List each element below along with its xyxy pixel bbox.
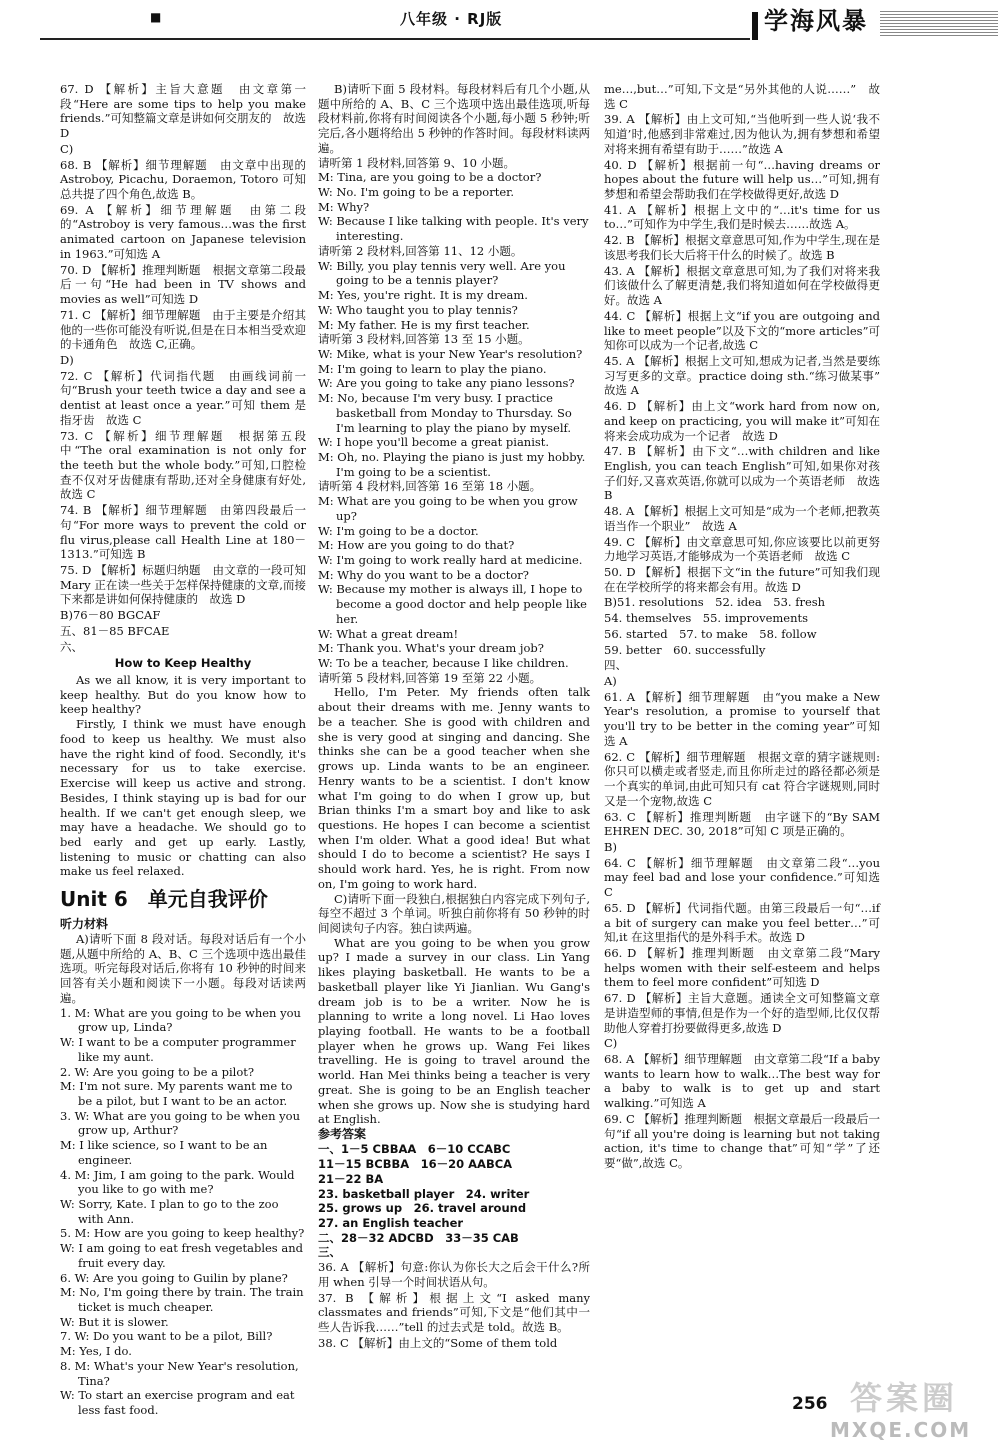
dialog-list [60, 1006, 306, 1418]
answer-entry: me…,but…”可知,下文是“另外其他的人说……” 故选 C [604, 82, 880, 111]
answer-entry: 70. D 【解析】推理判断题 根据文章第二段最后一句“He had been in TV shows and movies as well”可知选 D [60, 262, 306, 307]
dialog-line: W: But it is slower. [60, 1314, 169, 1329]
answer-entry: 62. C 【解析】细节理解题 根据文章的猜字谜规则:你只可以横走或者竖走,而且你所走过的路径都必须是一个真实的单词,由此可知只有 cat 符合字谜规则,同时又是一个宠物,故选 C [604, 749, 880, 808]
answer-entry: 72. C 【解析】代词指代题 由画线词前一句“Brush your teeth twice a day and see a dentist at least once a year.”可知 them 是指牙齿 故选 C [60, 368, 306, 427]
dialog-line: M: Oh, no. Playing the piano is just my hobby. I'm going to be a scientist. [318, 449, 586, 479]
answer-entry: D) [60, 352, 74, 367]
brand-block [752, 0, 1000, 46]
dialog-line: M: Yes, I do. [60, 1344, 132, 1359]
dialog-line: 8. M: What's your New Year's resolution, Tina? [60, 1358, 299, 1388]
answer-entry: 67. D 【解析】主旨大意题 由文章第一段“Here are some tips to help you make friends.”可知整篇文章是讲如何交朋友的 故选 D [60, 82, 306, 141]
column-right [604, 82, 892, 1172]
answer-entry: 40. D 【解析】根据前一句“…having dreams or hopes about the future will help us…”可知,拥有梦想和希望会帮助我们在学校做得更好,故选 D [604, 157, 880, 202]
essay-title: How to Keep Healthy [114, 656, 252, 671]
dialog-line: W: Mike, what is your New Year's resolution? [318, 346, 583, 361]
dialog-line: 6. W: Are you going to Guilin by plane? [60, 1270, 288, 1285]
dialog-line: M: I'm not sure. My parents want me to be a pilot, but I want to be an actor. [60, 1079, 293, 1108]
dialog-line: W: Are you going to take any piano lessons? [318, 376, 575, 391]
answer-entry: 68. A 【解析】细节理解题 由文章第二段“If a baby wants to learn how to walk…The best way for a baby to walk is to get up and start walking.”可知选 A [604, 1052, 880, 1111]
dialog-line: W: Because I like talking with people. It's very interesting. [318, 214, 589, 244]
answer-entry: 66. D 【解析】推理判断题 由文章第二段“Mary helps women with their self-esteem and helps them to feel more confident”可知选 D [604, 945, 880, 990]
answer-key-row: 11－15 BCBBA 16－20 AABCA [318, 1157, 513, 1172]
answer-key-row: 二、28－32 ADCBD 33－35 CAB [318, 1230, 519, 1245]
answer-entry: A) [604, 674, 617, 689]
answer-entry: 50. D 【解析】根据下文“in the future”可知我们现在在学校所学的将来都会有用。故选 D [604, 565, 880, 594]
answer-entry: 73. C 【解析】细节理解题 根据第五段中“The oral examination is not only for the teeth but the whole body.”可知,口腔检查不仅对牙齿健康有帮助,还对全身健康有好处,故选 C [60, 428, 306, 502]
passage-peter: Hello, I'm Peter. My friends often talk about their dreams with me. Jenny wants to be a teacher. She is good with children and she is very good at singing and dancing. She thinks she can be a good teacher when she grows up. Linda wants to be an engineer. Henry wants to be a scientist. I don't know what I'm going to do when I grow up, but Brian thinks I'm a smart boy and like to ask questions. He hopes I can become a scientist when I'm older. What a good idea! But what should I do to become a scientist? He says I should work hard. Yes, he is right. From now on, I'm going to work hard. [318, 685, 590, 891]
brand-bar [752, 12, 758, 40]
essay-paragraph: Firstly, I think we must have enough food to keep us healthy. We must also have the right kind of food. Secondly, it's necessary for us to take exercise. Exercise will keep us active and strong. Besides, I think staying up is bad for our health. If we can't get enough sleep, we may have a headache. We should go to bed early and get up early. Lastly, listening to music or chatting can also make us feel relaxed. [60, 717, 306, 879]
answer-entry: 56. started 57. to make 58. follow [604, 626, 817, 641]
dialog-line: 请听第 3 段材料,回答第 13 至 15 小题。 [318, 332, 530, 347]
brand-title: 学海风暴 [764, 7, 868, 35]
dialog-line: W: I am going to eat fresh vegetables and fruit every day. [60, 1241, 303, 1270]
dialog-line: 请听第 4 段材料,回答第 16 至第 18 小题。 [318, 479, 542, 494]
dialog-line: W: Billy, you play tennis very well. Are you going to be a tennis player? [318, 258, 566, 288]
answer-entry: C) [60, 141, 74, 156]
answer-entry: 67. D 【解析】主旨大意题。通读全文可知整篇文章是讲造型师的事情,但是作为一个好的造型师,比仅仅帮助他人穿着打扮要做得更多,故选 D [604, 991, 880, 1035]
answer-entry: 74. B 【解析】细节理解题 由第四段最后一句“For more ways to prevent the cold or flu virus,please call Health Line at 180－1313.”可知选 B [60, 503, 306, 562]
answer-entry: 68. B 【解析】细节理解题 由文章中出现的 Astroboy, Picachu, Doraemon, Totoro 可知总共提了四个角色,故选 B。 [60, 157, 306, 202]
answer-key-row: 三、 [318, 1245, 341, 1260]
section-c-intro: C)请听下面一段独白,根据独白内容完成下列句子,每空不超过 3 个单词。听独白前你将有 50 秒钟的时间阅读句子内容。独白读两遍。 [318, 891, 590, 935]
answer-key-row: 23. basketball player 24. writer [318, 1186, 530, 1201]
answer-entries-right [604, 82, 892, 1171]
unit-title: Unit 6 单元自我评价 [60, 887, 268, 912]
answer-entry: B)76－80 BGCAF [60, 608, 161, 623]
answer-entry: B) [604, 839, 617, 854]
answers-heading: 参考答案 [318, 1127, 367, 1142]
answer-entry: 41. A 【解析】根据上文中的“…it's time for us to…”可知作为中学生,我们是时候去……故选 A。 [604, 202, 880, 232]
dialog-line: W: I hope you'll become a great pianist. [318, 435, 550, 450]
answer-entry: 65. D 【解析】代词指代题。由第三段最后一句“…if a bit of surgery can make you feel better…”可知,it 在这里指代的是外科手术。故选 D [604, 900, 880, 945]
answer-entries-left [60, 82, 306, 654]
listening-intro: A)请听下面 8 段对话。每段对话后有一个小题,从题中所给的 A、B、C 三个选项中选出最佳选项。听完每段对话后,你将有 10 秒钟的时间来回答有关小题和阅读下一小题。每段对话读两遍。 [60, 932, 306, 1005]
answer-key [318, 1142, 590, 1260]
answer-entry: 42. B 【解析】根据文章意思可知,作为中学生,现在是该思考我们长大后将干什么的时候了。故选 B [604, 233, 880, 262]
answer-entry: 63. C 【解析】推理判断题 由字谜下的“By SAM EHREN DEC. 30, 2018”可知 C 项是正确的。 [604, 809, 880, 839]
dialog-line: W: I'm going to work really hard at medicine. [318, 553, 583, 567]
answer-key-row: 21－22 BA [318, 1171, 384, 1186]
answer-entry: 六、 [60, 639, 83, 654]
dialog-line: 5. M: How are you going to keep healthy? [60, 1226, 305, 1241]
dialog-line: M: What are you going to be when you grow up? [318, 494, 578, 523]
dialog-line: M: How are you going to do that? [318, 538, 515, 553]
dialog-line: M: Why do you want to be a doctor? [318, 567, 529, 582]
dialog-line: 3. W: What are you going to be when you grow up, Arthur? [60, 1108, 300, 1138]
answer-entry: 45. A 【解析】根据上文可知,想成为记者,当然是要练习写更多的文章。practice doing sth.“练习做某事” 故选 A [604, 353, 892, 398]
header-logo-mark: ■ [150, 10, 162, 24]
dialog-line: 1. M: What are you going to be when you grow up, Linda? [60, 1005, 301, 1035]
dialog-line: M: No, because I'm very busy. I practice basketball from Monday to Thursday. So I'm learning to play the piano by myself. [318, 391, 572, 435]
dialog-line: M: No, I'm going there by train. The train ticket is much cheaper. [60, 1285, 304, 1315]
dialog-line: W: I'm going to be a doctor. [318, 523, 479, 538]
grade-label: 八年级 · RJ版 [400, 10, 503, 28]
dialog-line: M: Tina, are you going to be a doctor? [318, 170, 542, 185]
answer-entry: 69. A 【解析】细节理解题 由第二段的“Astroboy is very famous…was the first animated cartoon on Japanese television in 1963.”可知选 A [60, 202, 306, 261]
dialog-line: 2. W: Are you going to be a pilot? [60, 1064, 255, 1079]
answer-entry: 69. C 【解析】推理判断题 根据文章最后一段最后一句“if all you're doing is learning but not taking action, it's time to change that”可知“学”了还要“做”,故选 C。 [604, 1111, 880, 1171]
answer-entry: 44. C 【解析】根据上文“if you are outgoing and like to meet people”以及下文的“more articles”可知你可以成为一个记者,故选 C [604, 308, 880, 353]
dialog-line: 请听第 2 段材料,回答第 11、12 小题。 [318, 243, 523, 258]
header-rule [40, 38, 750, 40]
column-left [60, 82, 306, 1418]
brand-stripes [880, 10, 998, 36]
answer-entry: 71. C 【解析】细节理解题 由于主要是介绍其他的一些你可能没有听说,但是在日本相当受欢迎的卡通角色 故选 C,正确。 [60, 307, 306, 352]
essay-paragraph: As we all know, it is very important to keep healthy. But do you know how to keep healthy? [60, 673, 306, 717]
answer-entry: 59. better 60. successfully [604, 642, 766, 657]
answer-entry: 四、 [604, 658, 627, 673]
answer-entry: 64. C 【解析】细节理解题 由文章第二段“…you may feel bad and lose your confidence.”可知选 C [604, 855, 880, 900]
answer-entries-middle [318, 1260, 590, 1350]
dialog-line: M: My father. He is my first teacher. [318, 317, 530, 332]
answer-key-row: 一、1－5 CBBAA 6－10 CCABC [318, 1142, 511, 1157]
answer-key-row: 25. grows up 26. travel around [318, 1201, 527, 1216]
dialog-line: 请听第 5 段材料,回答第 19 至第 22 小题。 [318, 670, 542, 685]
answer-entry: 五、81－85 BFCAE [60, 623, 170, 638]
answer-entry: 43. A 【解析】根据文章意思可知,为了我们对将来我们该做什么了解更清楚,我们将知道如何在学校做得更好。故选 A [604, 263, 880, 308]
dialog-line: 4. M: Jim, I am going to the park. Would you like to go with me? [60, 1167, 295, 1197]
dialog-line: 7. W: Do you want to be a pilot, Bill? [60, 1329, 273, 1344]
dialog-lines [318, 156, 590, 686]
watermark-logo: 答案圈 [850, 1379, 959, 1417]
answer-entry: 49. C 【解析】由文章意思可知,你应该要比以前更努力地学习英语,才能够成为一个英语老师 故选 C [604, 534, 880, 564]
dialog-line: W: What a great dream! [318, 626, 459, 641]
dialog-line: W: To start an exercise program and eat less fast food. [60, 1388, 295, 1418]
dialog-line: W: No. I'm going to be a reporter. [318, 185, 515, 200]
answer-entry: C) [604, 1036, 618, 1051]
watermark [830, 1378, 990, 1444]
column-middle [318, 82, 590, 1351]
answer-entry: 54. themselves 55. improvements [604, 611, 809, 626]
dialog-line: W: Because my mother is always ill, I hope to become a good doctor and help people like her. [318, 582, 587, 626]
dialog-line: W: Sorry, Kate. I plan to go to the zoo with Ann. [60, 1196, 279, 1226]
dialog-line: 请听第 1 段材料,回答第 9、10 小题。 [318, 155, 516, 170]
answer-entry: 36. A 【解析】句意:你认为你长大之后会干什么?所用 when 引导一个时间状语从句。 [318, 1260, 590, 1289]
listening-heading: 听力材料 [60, 916, 109, 931]
dialog-line: M: Yes, you're right. It is my dream. [318, 288, 528, 303]
answer-entry: 75. D 【解析】标题归纳题 由文章的一段可知 Mary 正在读一些关于怎样保持健康的文章,而接下来都是讲如何保持健康的 故选 D [60, 563, 306, 607]
answer-entry: 47. B 【解析】由下文“…with children and like English, you can teach English”可知,如果你对孩子们好,又喜欢英语,你就可以成为一个英语老师 故选 B [604, 444, 880, 503]
answer-key-row: 27. an English teacher [318, 1215, 464, 1230]
answer-entry: 37. B 【解析】根据上文“I asked many classmates and friends”可知,下文是“他们其中一些人告诉我……”tell 的过去式是 told。故选 B。 [318, 1290, 590, 1335]
answer-entry: 38. C 【解析】由上文的“Some of them told [318, 1335, 558, 1350]
page-number: 256 [792, 1394, 828, 1414]
answer-entry: 48. A 【解析】根据上文可知是“成为一个老师,把教英语当作一个职业” 故选 A [604, 504, 880, 533]
page-header [0, 0, 1000, 46]
dialog-line: W: I want to be a computer programmer like my aunt. [60, 1035, 296, 1064]
dialog-line: M: Why? [318, 199, 370, 214]
dialog-line: M: I'm going to learn to play the piano. [318, 361, 547, 376]
passage-survey: What are you going to be when you grow up? I made a survey in our class. Lin Yang likes playing basketball. He wants to be a basketball player like Yi Jianlian. Wu Gang's dream job is to be a writer. Now he is planning to write a long novel. Li Hao loves playing football. He wants to be a football player when he grows up. Wang Fei likes travelling. He is going to travel around the world. Han Mei thinks being a teacher is very great. She is going to be an English teacher when she grows up. Now she is studying hard at English. [318, 935, 590, 1127]
dialog-line: W: To be a teacher, because I like children. [318, 656, 569, 671]
section-b-intro: B)请听下面 5 段材料。每段材料后有几个小题,从题中所给的 A、B、C 三个选项中选出最佳选项,听每段材料前,你将有时间阅读各个小题,每小题 5 秒钟;听完后,各小题将给出 5 秒钟的作答时间。每段材料读两遍。 [318, 82, 590, 155]
dialog-line: M: Thank you. What's your dream job? [318, 641, 544, 656]
answer-entry: 39. A 【解析】由上文可知,“当他听到一些人说‘我不知道’时,他感到非常难过,因为他认为,拥有梦想和希望对将来拥有希望有助于……”故选 A [604, 112, 880, 156]
essay-body [60, 673, 306, 879]
watermark-url: MXQE.COM [830, 1418, 972, 1442]
answer-entry: 61. A 【解析】细节理解题 由“you make a New Year's resolution, a promise to yourself that you'll try to be better in the coming year”可知选 A [604, 689, 880, 748]
answer-entry: 46. D 【解析】由上文“work hard from now on, and keep on practicing, you will make it”可知在将来会成功成为一个记者 故选 D [604, 399, 880, 443]
dialog-line: M: I like science, so I want to be an engineer. [60, 1138, 268, 1167]
dialog-line: W: Who taught you to play tennis? [318, 302, 518, 317]
answer-entry: B)51. resolutions 52. idea 53. fresh [604, 595, 826, 610]
